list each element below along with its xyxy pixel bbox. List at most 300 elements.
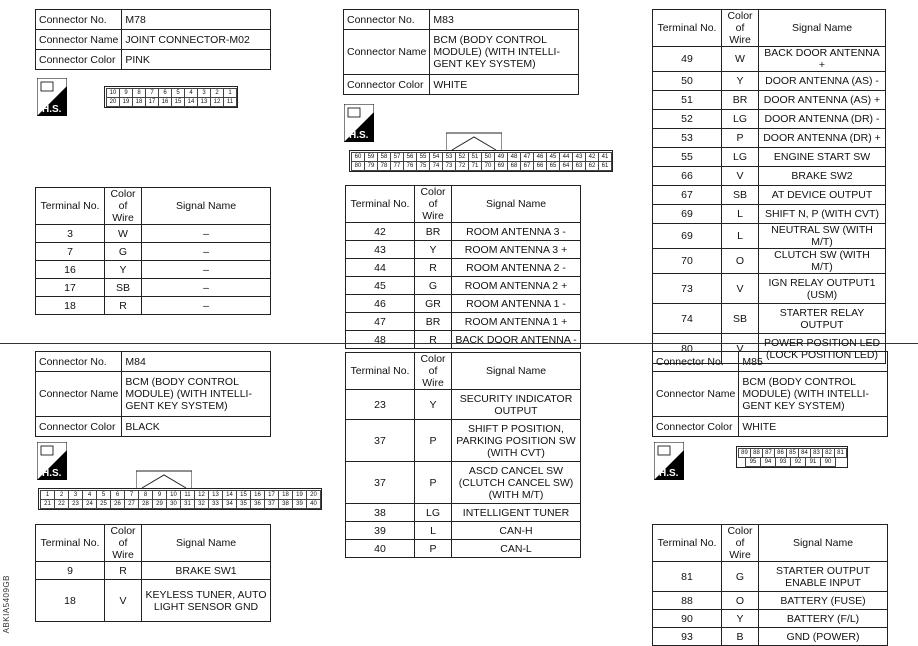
table-row xyxy=(653,592,888,610)
connector-pin: 72 xyxy=(455,161,469,171)
header-terminal-no: Terminal No. xyxy=(36,525,105,562)
wire-color-cell: V xyxy=(105,580,142,622)
wire-color-cell: G xyxy=(105,243,142,261)
table-row xyxy=(653,562,888,592)
signal-name-cell: SHIFT N, P (WITH CVT) xyxy=(759,205,886,224)
m84-no: M84 xyxy=(122,352,271,372)
connector-pin: 15 xyxy=(236,490,251,500)
connector-pin: 9 xyxy=(119,88,133,98)
header-color-of-wire: Color of Wire xyxy=(105,188,142,225)
terminal-no-cell: 40 xyxy=(346,540,415,558)
signal-name-cell: ROOM ANTENNA 3 + xyxy=(452,241,581,259)
signal-name-cell: INTELLIGENT TUNER xyxy=(452,504,581,522)
connector-pin: 51 xyxy=(468,152,482,162)
connector-pin: 31 xyxy=(180,499,195,509)
wire-color-cell: V xyxy=(722,274,759,304)
connector-pin: 3 xyxy=(68,490,83,500)
table-row xyxy=(653,186,886,205)
table-row xyxy=(346,420,581,462)
connector-pin: 1 xyxy=(223,88,237,98)
label-connector-name: Connector Name xyxy=(653,372,739,417)
wire-color-cell: SB xyxy=(722,304,759,334)
signal-name-cell: BRAKE SW1 xyxy=(142,562,271,580)
table-row xyxy=(346,390,581,420)
signal-name-cell: IGN RELAY OUTPUT1 (USM) xyxy=(759,274,886,304)
table-row xyxy=(346,462,581,504)
connector-pin: 13 xyxy=(208,490,223,500)
wire-color-cell: R xyxy=(105,562,142,580)
terminal-no-cell: 93 xyxy=(653,628,722,646)
connector-pin: 24 xyxy=(82,499,97,509)
m78-color: PINK xyxy=(122,50,271,70)
label-connector-name: Connector Name xyxy=(36,30,122,50)
connector-pin: 55 xyxy=(416,152,430,162)
connector-pin: 49 xyxy=(494,152,508,162)
terminal-no-cell: 73 xyxy=(653,274,722,304)
terminal-no-cell: 88 xyxy=(653,592,722,610)
header-terminal-no: Terminal No. xyxy=(346,353,415,390)
wire-color-cell: L xyxy=(722,224,759,249)
connector-pin: 17 xyxy=(145,97,159,107)
connector-pin: 84 xyxy=(798,448,811,458)
terminal-no-cell: 18 xyxy=(36,580,105,622)
m85-color: WHITE xyxy=(739,417,888,437)
connector-pin: 30 xyxy=(166,499,181,509)
signal-name-cell: CLUTCH SW (WITH M/T) xyxy=(759,249,886,274)
table-row xyxy=(653,148,886,167)
wire-color-cell: P xyxy=(415,540,452,558)
wire-color-cell: SB xyxy=(722,186,759,205)
connector-pin: 76 xyxy=(403,161,417,171)
wire-color-cell: Y xyxy=(722,610,759,628)
header-color-of-wire: Color of Wire xyxy=(105,525,142,562)
table-row xyxy=(346,313,581,331)
signal-name-cell: BATTERY (FUSE) xyxy=(759,592,888,610)
m78-info-table xyxy=(35,9,271,70)
signal-name-cell: BATTERY (F/L) xyxy=(759,610,888,628)
signal-name-cell: DOOR ANTENNA (DR) - xyxy=(759,110,886,129)
connector-pin: 41 xyxy=(598,152,612,162)
m83-info-table xyxy=(343,9,579,95)
signal-name-cell: ENGINE START SW xyxy=(759,148,886,167)
terminal-no-cell: 18 xyxy=(36,297,105,315)
table-row xyxy=(346,277,581,295)
connector-pin: 5 xyxy=(171,88,185,98)
connector-pin: 94 xyxy=(760,457,776,467)
connector-pin: 19 xyxy=(292,490,307,500)
table-row xyxy=(653,110,886,129)
connector-pin: 25 xyxy=(96,499,111,509)
connector-pin: 12 xyxy=(194,490,209,500)
m83-name: BCM (BODY CONTROL MODULE) (WITH INTELLI-GENT KEY SYSTEM) xyxy=(430,30,579,75)
wire-color-cell: GR xyxy=(415,295,452,313)
terminal-no-cell: 44 xyxy=(346,259,415,277)
header-color-of-wire: Color of Wire xyxy=(722,525,759,562)
signal-name-cell: SECURITY INDICATOR OUTPUT xyxy=(452,390,581,420)
connector-pin: 56 xyxy=(403,152,417,162)
connector-pin: 69 xyxy=(494,161,508,171)
connector-pin: 15 xyxy=(171,97,185,107)
connector-pin: 50 xyxy=(481,152,495,162)
header-signal-name: Signal Name xyxy=(452,186,581,223)
terminal-no-cell: 51 xyxy=(653,91,722,110)
m84-info-table xyxy=(35,351,271,437)
connector-pin: 9 xyxy=(152,490,167,500)
m83-no: M83 xyxy=(430,10,579,30)
connector-pin: 82 xyxy=(822,448,835,458)
connector-pin: 16 xyxy=(250,490,265,500)
m78-name: JOINT CONNECTOR-M02 xyxy=(122,30,271,50)
terminal-no-cell: 67 xyxy=(653,186,722,205)
signal-name-cell: BRAKE SW2 xyxy=(759,167,886,186)
label-connector-color: Connector Color xyxy=(344,75,430,95)
connector-pin: 59 xyxy=(364,152,378,162)
wire-color-cell: LG xyxy=(722,110,759,129)
connector-pin: 8 xyxy=(138,490,153,500)
connector-pin: 43 xyxy=(572,152,586,162)
connector-pin: 53 xyxy=(442,152,456,162)
hs-icon xyxy=(37,442,67,480)
table-row xyxy=(653,129,886,148)
hs-icon xyxy=(344,104,374,142)
signal-name-cell: BACK DOOR ANTENNA + xyxy=(759,47,886,72)
connector-pin: 91 xyxy=(805,457,821,467)
table-row xyxy=(653,249,886,274)
connector-pin: 39 xyxy=(292,499,307,509)
table-row xyxy=(653,91,886,110)
label-connector-no: Connector No. xyxy=(36,352,122,372)
terminal-no-cell: 42 xyxy=(346,223,415,241)
wire-color-cell: BR xyxy=(415,223,452,241)
connector-pin: 42 xyxy=(585,152,599,162)
wire-color-cell: R xyxy=(415,331,452,349)
connector-pin: 36 xyxy=(250,499,265,509)
wire-color-cell: BR xyxy=(415,313,452,331)
label-connector-color: Connector Color xyxy=(36,50,122,70)
connector-pin: 70 xyxy=(481,161,495,171)
table-row xyxy=(346,540,581,558)
terminal-no-cell: 80 xyxy=(653,334,722,364)
connector-pin: 6 xyxy=(110,490,125,500)
header-color-of-wire: Color of Wire xyxy=(722,10,759,47)
m85-connector-face xyxy=(736,446,848,468)
table-row xyxy=(653,47,886,72)
connector-pin: 26 xyxy=(110,499,125,509)
connector-pin: 7 xyxy=(145,88,159,98)
table-row xyxy=(36,279,271,297)
connector-pin: 21 xyxy=(40,499,55,509)
connector-pin: 3 xyxy=(197,88,211,98)
label-connector-no: Connector No. xyxy=(653,352,739,372)
table-row xyxy=(653,610,888,628)
wire-color-cell: O xyxy=(722,592,759,610)
header-terminal-no: Terminal No. xyxy=(653,10,722,47)
header-signal-name: Signal Name xyxy=(759,525,888,562)
m85-info-table xyxy=(652,351,888,437)
connector-pin: 10 xyxy=(166,490,181,500)
connector-pin: 37 xyxy=(264,499,279,509)
terminal-no-cell: 69 xyxy=(653,224,722,249)
m84-name: BCM (BODY CONTROL MODULE) (WITH INTELLI-GENT KEY SYSTEM) xyxy=(122,372,271,417)
table-row xyxy=(653,628,888,646)
connector-pin: 71 xyxy=(468,161,482,171)
wire-color-cell: Y xyxy=(415,390,452,420)
terminal-no-cell: 7 xyxy=(36,243,105,261)
signal-name-cell: SHIFT P POSITION, PARKING POSITION SW (WITH CVT) xyxy=(452,420,581,462)
signal-name-cell: ROOM ANTENNA 3 - xyxy=(452,223,581,241)
signal-name-cell: – xyxy=(142,279,271,297)
connector-pin: 4 xyxy=(184,88,198,98)
connector-pin: 40 xyxy=(306,499,321,509)
wire-color-cell: V xyxy=(722,334,759,364)
m83-color: WHITE xyxy=(430,75,579,95)
signal-name-cell: AT DEVICE OUTPUT xyxy=(759,186,886,205)
m83-connector-latch xyxy=(446,131,502,151)
table-row xyxy=(346,331,581,349)
m85-no: M85 xyxy=(739,352,888,372)
wire-color-cell: Y xyxy=(105,261,142,279)
wire-color-cell: LG xyxy=(415,504,452,522)
wire-color-cell: P xyxy=(415,462,452,504)
table-row xyxy=(346,259,581,277)
connector-pin: 14 xyxy=(222,490,237,500)
connector-pin: 4 xyxy=(82,490,97,500)
signal-name-cell: ROOM ANTENNA 1 - xyxy=(452,295,581,313)
connector-pin: 6 xyxy=(158,88,172,98)
m83-terminal-table xyxy=(345,185,581,349)
connector-pin: 35 xyxy=(236,499,251,509)
m85-name: BCM (BODY CONTROL MODULE) (WITH INTELLI-GENT KEY SYSTEM) xyxy=(739,372,888,417)
connector-pin: 12 xyxy=(210,97,224,107)
table-row xyxy=(653,274,886,304)
m85-terminal-table xyxy=(652,524,888,646)
connector-pin: 83 xyxy=(810,448,823,458)
signal-name-cell: GND (POWER) xyxy=(759,628,888,646)
terminal-no-cell: 37 xyxy=(346,420,415,462)
terminal-no-cell: 43 xyxy=(346,241,415,259)
connector-pin: 46 xyxy=(533,152,547,162)
wire-color-cell: V xyxy=(722,167,759,186)
signal-name-cell: CAN-L xyxy=(452,540,581,558)
header-color-of-wire: Color of Wire xyxy=(415,353,452,390)
signal-name-cell: CAN-H xyxy=(452,522,581,540)
m84-connector-latch xyxy=(136,469,192,489)
connector-pin: 67 xyxy=(520,161,534,171)
terminal-no-cell: 53 xyxy=(653,129,722,148)
signal-name-cell: ASCD CANCEL SW (CLUTCH CANCEL SW) (WITH M/T) xyxy=(452,462,581,504)
terminal-no-cell: 49 xyxy=(653,47,722,72)
hs-icon xyxy=(37,78,67,116)
wire-color-cell: G xyxy=(415,277,452,295)
wire-color-cell: P xyxy=(722,129,759,148)
terminal-no-cell: 47 xyxy=(346,313,415,331)
connector-pin: 27 xyxy=(124,499,139,509)
terminal-no-cell: 48 xyxy=(346,331,415,349)
terminal-no-cell: 74 xyxy=(653,304,722,334)
signal-name-cell: – xyxy=(142,243,271,261)
svg-text:H.S.: H.S. xyxy=(42,468,62,479)
connector-pin: 95 xyxy=(745,457,761,467)
wire-color-cell: B xyxy=(722,628,759,646)
connector-pin: 34 xyxy=(222,499,237,509)
signal-name-cell: – xyxy=(142,225,271,243)
connector-pin: 86 xyxy=(774,448,787,458)
terminal-no-cell: 70 xyxy=(653,249,722,274)
signal-name-cell: STARTER OUTPUT ENABLE INPUT xyxy=(759,562,888,592)
terminal-no-cell: 50 xyxy=(653,72,722,91)
signal-name-cell: DOOR ANTENNA (AS) - xyxy=(759,72,886,91)
connector-pin: 68 xyxy=(507,161,521,171)
wire-color-cell: Y xyxy=(415,241,452,259)
m83-connector-face xyxy=(349,150,613,172)
terminal-no-cell: 55 xyxy=(653,148,722,167)
wire-color-cell: W xyxy=(105,225,142,243)
connector-pin: 77 xyxy=(390,161,404,171)
signal-name-cell: – xyxy=(142,297,271,315)
connector-pin: 11 xyxy=(180,490,195,500)
wire-color-cell: P xyxy=(415,420,452,462)
signal-name-cell: DOOR ANTENNA (AS) + xyxy=(759,91,886,110)
connector-pin: 7 xyxy=(124,490,139,500)
wire-color-cell: LG xyxy=(722,148,759,167)
header-terminal-no: Terminal No. xyxy=(346,186,415,223)
connector-pin: 81 xyxy=(834,448,847,458)
connector-pin: 5 xyxy=(96,490,111,500)
connector-pin: 23 xyxy=(68,499,83,509)
connector-pin: 64 xyxy=(559,161,573,171)
terminal-no-cell: 52 xyxy=(653,110,722,129)
terminal-no-cell: 3 xyxy=(36,225,105,243)
connector-pin: 2 xyxy=(54,490,69,500)
signal-name-cell: STARTER RELAY OUTPUT xyxy=(759,304,886,334)
connector-pin: 16 xyxy=(158,97,172,107)
connector-pin: 85 xyxy=(786,448,799,458)
connector-pin: 47 xyxy=(520,152,534,162)
document-code: ABKIA5409GB xyxy=(2,575,11,634)
header-color-of-wire: Color of Wire xyxy=(415,186,452,223)
connector-pin: 58 xyxy=(377,152,391,162)
wire-color-cell: SB xyxy=(105,279,142,297)
connector-pin: 65 xyxy=(546,161,560,171)
terminal-no-cell: 38 xyxy=(346,504,415,522)
table-row xyxy=(36,243,271,261)
terminal-no-cell: 17 xyxy=(36,279,105,297)
table-row xyxy=(653,304,886,334)
signal-name-cell: DOOR ANTENNA (DR) + xyxy=(759,129,886,148)
connector-pin: 75 xyxy=(416,161,430,171)
connector-pin: 32 xyxy=(194,499,209,509)
wire-color-cell: R xyxy=(415,259,452,277)
m78-no: M78 xyxy=(122,10,271,30)
terminal-no-cell: 45 xyxy=(346,277,415,295)
svg-text:H.S.: H.S. xyxy=(659,468,679,479)
terminal-no-cell: 81 xyxy=(653,562,722,592)
connector-pin: 38 xyxy=(278,499,293,509)
wire-color-cell: BR xyxy=(722,91,759,110)
connector-pin: 14 xyxy=(184,97,198,107)
m84-connector-face xyxy=(38,488,322,510)
terminal-no-cell: 66 xyxy=(653,167,722,186)
m84-terminal-table xyxy=(35,524,271,622)
connector-pin: 13 xyxy=(197,97,211,107)
label-connector-color: Connector Color xyxy=(36,417,122,437)
m78-terminal-table xyxy=(35,187,271,315)
table-row xyxy=(36,580,271,622)
connector-pin: 45 xyxy=(546,152,560,162)
wire-color-cell: G xyxy=(722,562,759,592)
signal-name-cell: BACK DOOR ANTENNA - xyxy=(452,331,581,349)
connector-pin: 33 xyxy=(208,499,223,509)
connector-pin: 2 xyxy=(210,88,224,98)
connector-pin: 28 xyxy=(138,499,153,509)
connector-pin: 11 xyxy=(223,97,237,107)
wire-color-cell: L xyxy=(415,522,452,540)
wire-color-cell: W xyxy=(722,47,759,72)
connector-pin: 44 xyxy=(559,152,573,162)
connector-pin: 87 xyxy=(762,448,775,458)
terminal-no-cell: 90 xyxy=(653,610,722,628)
connector-pin: 8 xyxy=(132,88,146,98)
svg-text:H.S.: H.S. xyxy=(349,130,369,141)
connector-pin: 78 xyxy=(377,161,391,171)
wire-color-cell: R xyxy=(105,297,142,315)
connector-pin: 60 xyxy=(351,152,365,162)
connector-pin: 20 xyxy=(106,97,120,107)
wire-color-cell: Y xyxy=(722,72,759,91)
connector-pin: 29 xyxy=(152,499,167,509)
connector-pin: 19 xyxy=(119,97,133,107)
table-row xyxy=(36,297,271,315)
table-row xyxy=(346,223,581,241)
terminal-no-cell: 16 xyxy=(36,261,105,279)
table-row xyxy=(36,562,271,580)
terminal-no-cell: 37 xyxy=(346,462,415,504)
label-connector-no: Connector No. xyxy=(344,10,430,30)
terminal-no-cell: 69 xyxy=(653,205,722,224)
table-row xyxy=(346,295,581,313)
connector-pin: 62 xyxy=(585,161,599,171)
table-row xyxy=(653,224,886,249)
table-row xyxy=(346,522,581,540)
m78-connector-face xyxy=(104,86,238,108)
connector-pin: 74 xyxy=(429,161,443,171)
terminal-no-cell: 9 xyxy=(36,562,105,580)
connector-pin: 22 xyxy=(54,499,69,509)
connector-pin: 88 xyxy=(750,448,763,458)
label-connector-name: Connector Name xyxy=(36,372,122,417)
signal-name-cell: POWER POSITION LED (LOCK POSITION LED) xyxy=(759,334,886,364)
terminal-no-cell: 46 xyxy=(346,295,415,313)
table-row xyxy=(36,225,271,243)
svg-text:H.S.: H.S. xyxy=(42,104,62,115)
header-signal-name: Signal Name xyxy=(759,10,886,47)
connector-pin: 80 xyxy=(351,161,365,171)
terminal-no-cell: 23 xyxy=(346,390,415,420)
m84-color: BLACK xyxy=(122,417,271,437)
label-connector-name: Connector Name xyxy=(344,30,430,75)
signal-name-cell: ROOM ANTENNA 2 - xyxy=(452,259,581,277)
table-row xyxy=(346,504,581,522)
connector-pin: 93 xyxy=(775,457,791,467)
connector-pin: 52 xyxy=(455,152,469,162)
connector-pin: 10 xyxy=(106,88,120,98)
signal-name-cell: NEUTRAL SW (WITH M/T) xyxy=(759,224,886,249)
header-terminal-no: Terminal No. xyxy=(653,525,722,562)
m84-continued-terminal-table xyxy=(345,352,581,558)
table-row xyxy=(346,241,581,259)
label-connector-color: Connector Color xyxy=(653,417,739,437)
signal-name-cell: ROOM ANTENNA 1 + xyxy=(452,313,581,331)
